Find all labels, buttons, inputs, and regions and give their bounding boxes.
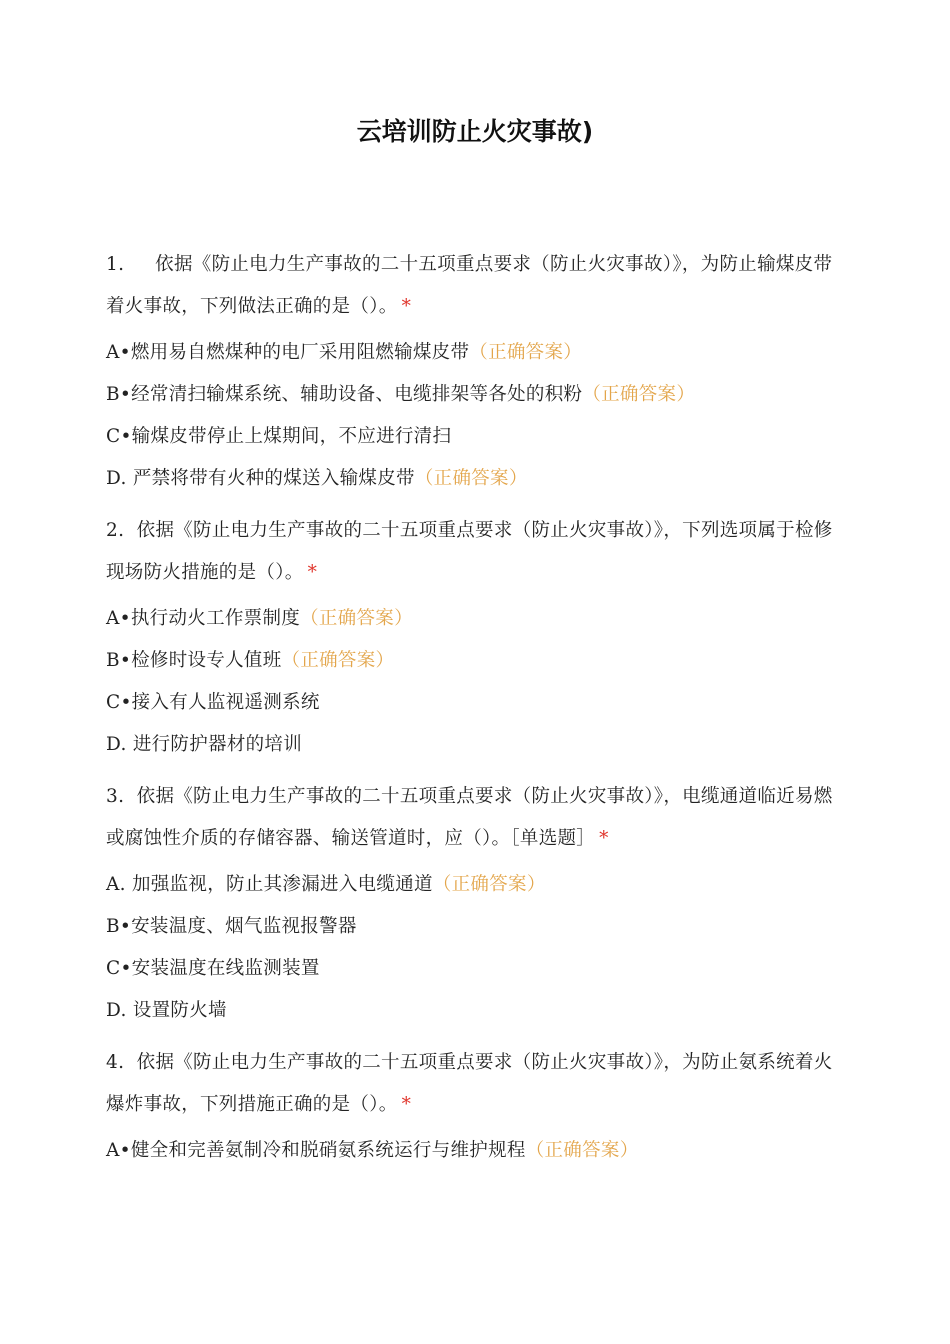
option-label: B•经常清扫输煤系统、辅助设备、电缆排架等各处的积粉 [106,384,583,405]
question-number: 4. [106,1052,125,1073]
question-3 [106,776,846,1032]
option-item [106,332,846,374]
correct-answer-tag: （正确答案） [582,384,696,405]
option-label: D. 设置防火墙 [106,1000,227,1021]
correct-answer-tag: （正确答案） [469,342,583,363]
option-label: D. 进行防护器材的培训 [106,734,303,755]
option-item [106,864,846,906]
option-item [106,682,846,724]
question-4 [106,1042,846,1172]
option-label: C•接入有人监视遥测系统 [106,692,320,713]
question-number: 1. [106,254,125,275]
question-text: 依据《防止电力生产事故的二十五项重点要求（防止火灾事故）》，为防止输煤皮带着火事故，下列做法正确的是（）。 [106,254,833,317]
question-2 [106,510,846,766]
option-item [106,458,846,500]
page-title: 云培训防止火灾事故) [356,117,594,146]
question-number: 2. [106,520,125,541]
correct-answer-tag: （正确答案） [414,468,528,489]
correct-answer-tag: （正确答案） [281,650,395,671]
option-item [106,948,846,990]
correct-answer-tag: （正确答案） [525,1140,639,1161]
option-label: B•安装温度、烟气监视报警器 [106,916,357,937]
correct-answer-tag: （正确答案） [432,874,546,895]
question-1 [106,244,846,500]
question-text: 依据《防止电力生产事故的二十五项重点要求（防止火灾事故）》，为防止氨系统着火爆炸事故，下列措施正确的是（）。 [106,1052,833,1115]
option-label: A•执行动火工作票制度 [106,608,301,629]
required-mark: * [401,296,412,317]
question-stem [106,1042,846,1126]
number-gap [124,520,136,541]
option-label: A•燃用易自燃煤种的电厂采用阻燃输煤皮带 [106,342,470,363]
option-item [106,990,846,1032]
option-label: D. 严禁将带有火种的煤送入输煤皮带 [106,468,415,489]
option-item [106,598,846,640]
option-label: A•健全和完善氨制冷和脱硝氨系统运行与维护规程 [106,1140,526,1161]
number-gap [124,786,136,807]
required-mark: * [599,828,609,849]
option-label: C•输煤皮带停止上煤期间，不应进行清扫 [106,426,452,447]
required-mark: * [401,1094,412,1115]
option-item [106,906,846,948]
question-stem [106,510,846,594]
option-label: B•检修时设专人值班 [106,650,282,671]
correct-answer-tag: （正确答案） [300,608,413,629]
question-number: 3. [106,786,125,807]
option-item [106,416,846,458]
question-list [106,244,846,1182]
option-item [106,640,846,682]
option-item [106,374,846,416]
question-text: 依据《防止电力生产事故的二十五项重点要求（防止火灾事故）》，下列选项属于检修现场防火措施的是（）。 [106,520,833,583]
question-text: 依据《防止电力生产事故的二十五项重点要求（防止火灾事故）》，电缆通道临近易燃或腐蚀性介质的存储容器、输送管道时，应（）。［单选题］ [106,786,833,849]
option-label: C•安装温度在线监测装置 [106,958,320,979]
option-item [106,724,846,766]
option-label: A. 加强监视，防止其渗漏进入电缆通道 [106,874,433,895]
option-item [106,1130,846,1172]
number-gap [124,254,155,275]
number-gap [124,1052,136,1073]
question-stem [106,244,846,328]
required-mark: * [307,562,318,583]
question-stem [106,776,846,860]
